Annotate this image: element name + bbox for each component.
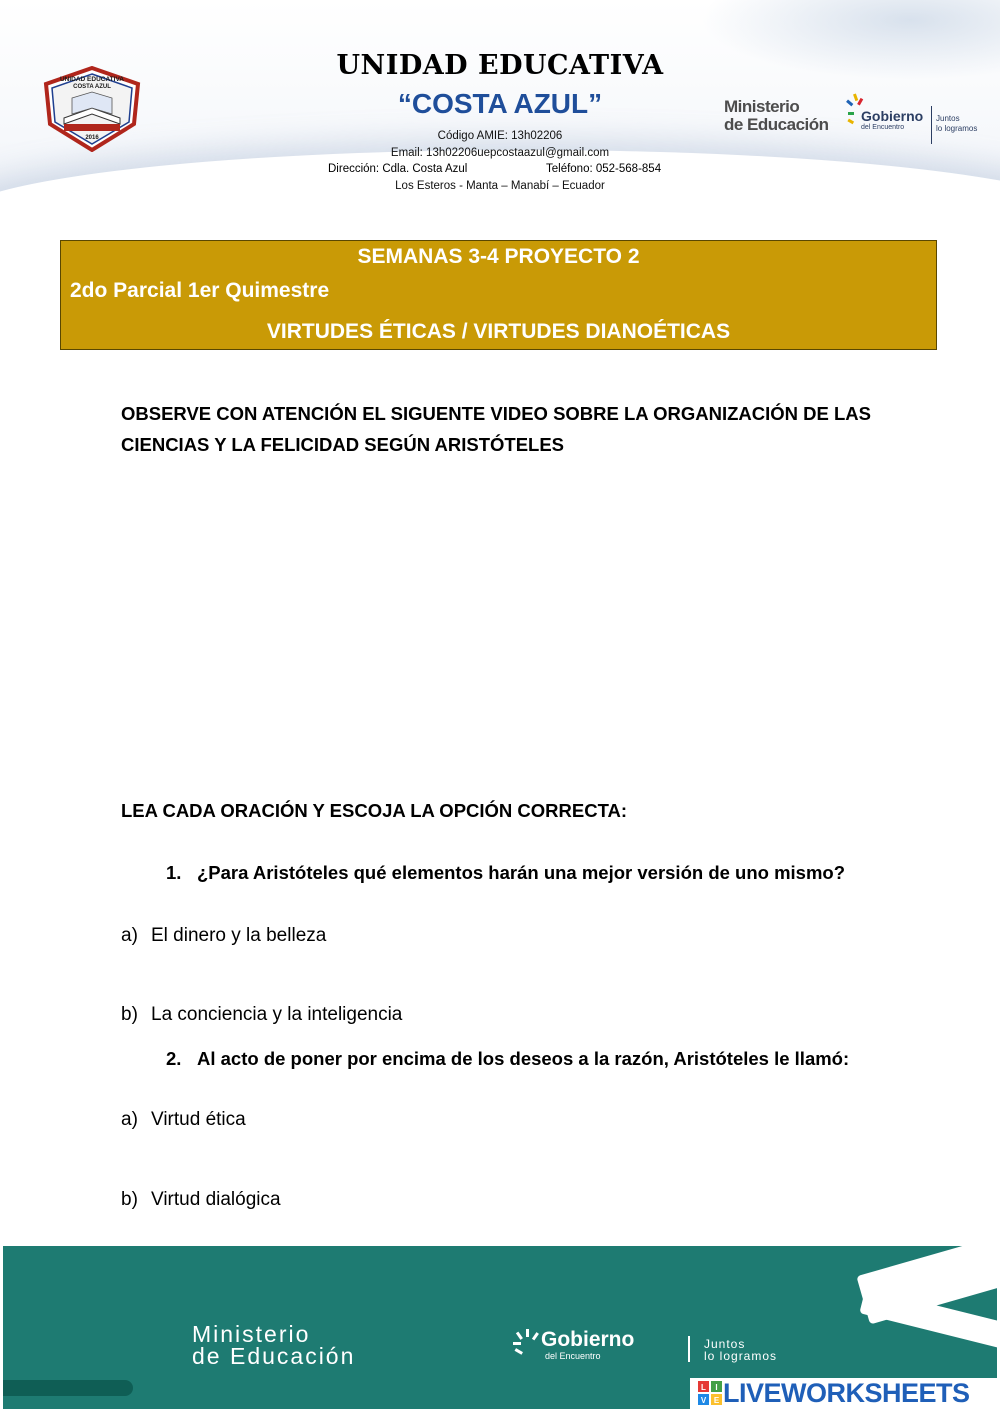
footer-ministerio-line1: Ministerio [192,1321,311,1347]
q1-option-a-text[interactable]: El dinero y la belleza [151,925,327,946]
ministerio-line1: Ministerio [724,97,800,116]
school-title-line1: UNIDAD EDUCATIVA [336,50,664,81]
footer-gobierno-text: Gobierno [541,1328,635,1351]
school-phone: Teléfono: 052-568-854 [546,163,662,175]
juntos-line2: lo logramos [936,124,978,133]
gobierno-divider [931,106,932,144]
svg-text:E: E [713,1396,720,1405]
footer-gobierno-subtext: del Encuentro [545,1351,601,1361]
footer-curve-decoration [3,1380,133,1396]
video-instruction-line1: OBSERVE CON ATENCIÓN EL SIGUENTE VIDEO SOBRE LA ORGANIZACIÓN DE LAS [121,403,872,424]
crest-year-text: 2016 [85,135,99,141]
ministerio-logo [724,98,829,134]
banner-topic: VIRTUDES ÉTICAS / VIRTUDES DIANOÉTICAS [266,320,731,343]
q2-option-b-letter[interactable]: b) [121,1189,138,1210]
footer-juntos-logramos [704,1338,777,1362]
school-email: Email: 13h02206uepcostaazul@gmail.com [390,147,610,159]
q1-option-a-letter[interactable]: a) [121,925,138,946]
liveworksheets-watermark: LIVEWORKSHEETS [723,1378,970,1408]
q2-option-a-letter[interactable]: a) [121,1109,138,1130]
footer-ministerio-logo [192,1323,355,1367]
liveworksheets-logo-icon [698,1381,722,1405]
q2-option-b-text[interactable]: Virtud dialógica [151,1189,281,1210]
question-1-text: ¿Para Aristóteles qué elementos harán una mejor versión de uno mismo? [197,862,846,883]
crest-middle-text: COSTA AZUL [73,84,111,90]
svg-text:V: V [700,1396,707,1405]
question-2-text: Al acto de poner por encima de los deseos a la razón, Aristóteles le llamó: [197,1048,850,1069]
question-1-number: 1. [166,862,182,883]
ministerio-line2: de Educación [724,115,829,134]
video-instruction [121,398,921,460]
footer-ministerio-line2: de Educación [192,1343,356,1369]
q2-option-a-text[interactable]: Virtud ética [151,1109,246,1130]
juntos-line1: Juntos [936,114,960,123]
juntos-logramos [936,114,977,134]
footer-juntos-line2: lo logramos [704,1349,778,1363]
banner-term: 2do Parcial 1er Quimestre [70,279,330,302]
banner-weeks-title: SEMANAS 3-4 PROYECTO 2 [357,245,640,268]
school-title-line2: “COSTA AZUL” [397,88,603,119]
amie-code: Código AMIE: 13h02206 [437,130,563,142]
school-location: Los Esteros - Manta – Manabí – Ecuador [395,180,605,192]
school-crest-logo [42,66,142,152]
crest-top-text: UNIDAD EDUCATIVA [59,76,125,83]
q1-option-b-text[interactable]: La conciencia y la inteligencia [151,1004,403,1025]
gobierno-text: Gobierno [861,108,924,124]
quiz-instruction: LEA CADA ORACIÓN Y ESCOJA LA OPCIÓN CORRECTA: [121,800,628,821]
svg-text:I: I [715,1383,718,1392]
video-instruction-line2: CIENCIAS Y LA FELICIDAD SEGÚN ARISTÓTELES [121,434,565,455]
question-2-number: 2. [166,1048,182,1069]
footer-divider [688,1336,690,1362]
q1-option-b-letter[interactable]: b) [121,1004,138,1025]
gobierno-subtext: del Encuentro [861,124,905,131]
footer-juntos-line1: Juntos [704,1337,746,1351]
footer-gobierno-sun-icon [512,1328,544,1360]
svg-text:L: L [701,1383,706,1392]
school-address: Dirección: Cdla. Costa Azul [328,163,468,175]
